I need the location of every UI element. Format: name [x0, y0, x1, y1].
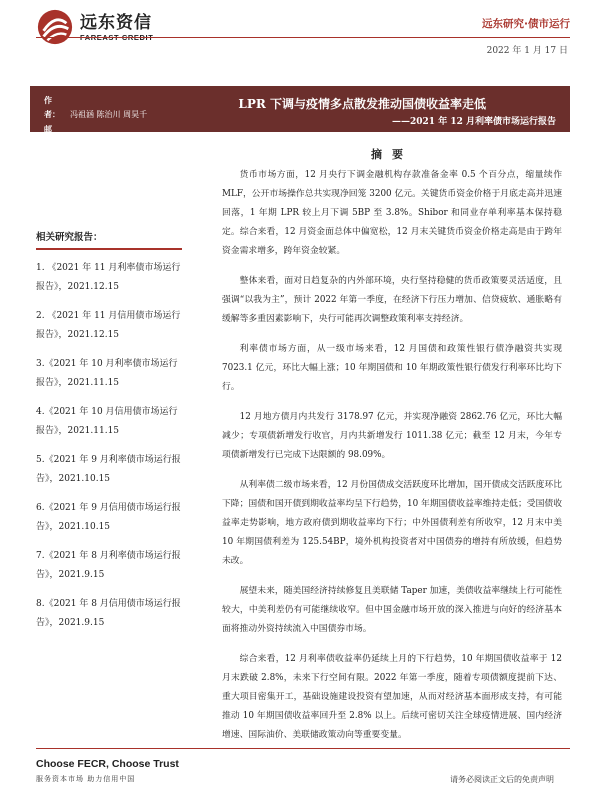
footer-slogan: Choose FECR, Choose Trust: [36, 758, 179, 770]
email-label: 邮 箱：: [44, 124, 60, 148]
abstract-title: 摘要: [371, 148, 413, 161]
abstract-paragraph: 展望未来，随美国经济持续修复且美联储 Taper 加速，美债收益率继续上行可能性较大，中美利差仍有可能继续收窄。但中国金融市场开放的深入推进与向好的经济基本面将推动外资持续流入中国债券市场。: [222, 586, 562, 634]
related-reports-heading: 相关研究报告：: [36, 229, 182, 250]
abstract-paragraph: 利率债市场方面，从一级市场来看，12 月国债和政策性银行债净融资共实现 7023.1 亿元，环比大幅上涨；10 年期国债和 10 年期政策性银行债发行利率环比均下行。: [222, 344, 562, 392]
logo-english-name: FAREAST CREDIT: [80, 32, 154, 42]
abstract-paragraph: 从利率债二级市场来看，12 月份国债成交活跃度环比增加，国开债成交活跃度环比下降；国债和国开债到期收益率均呈下行趋势，10 年期国债收益率维持走低；受国债收益率走势影响，地方政府债到期收益率均下行；中外国债利差有所收窄，12 月末中美 10 年期国债利差为 125.54BP，境外机构投资者对中国债券的增持有所放缓，但趋势未改。: [222, 480, 562, 566]
related-report-item[interactable]: 3.《2021 年 10 月利率债市场运行报告》，2021.11.15: [36, 359, 178, 388]
authors: 冯祖涵 陈治川 周昊千: [70, 110, 148, 119]
related-report-item[interactable]: 7.《2021 年 8 月利率债市场运行报告》，2021.9.15: [36, 551, 181, 580]
abstract-paragraph: 综合来看，12 月利率债收益率仍延续上月的下行趋势，10 年期国债收益率于 12 月末跌破 2.8%，未来下行空间有限。2022 年第一季度，随着专项债额度提前下达、重大项目密集开工，基础设施建设投资有望加速，从而对经济基本面形成支持，有可能推动 10 年期国债收益率回升至 2.8% 以上。后续可密切关注全球疫情进展、国内经济增速、国际油价、美联储政策动向等重要变量。: [222, 654, 562, 740]
abstract-section: [222, 146, 562, 756]
footer-slogan-chinese: 服务资本市场 助力信用中国: [36, 775, 136, 783]
related-report-item[interactable]: 2. 《2021 年 11 月信用债市场运行报告》，2021.12.15: [36, 311, 181, 340]
fareast-logo-icon: [36, 8, 74, 46]
abstract-paragraph: 整体来看，面对日趋复杂的内外部环境，央行坚持稳健的货币政策要灵活适度，且强调“以我为主”，预计 2022 年第一季度，在经济下行压力增加、信贷疲软、通胀略有缓解等多重因素影响下，央行可能再次调整政策利率支持经济。: [222, 276, 562, 324]
related-report-item[interactable]: 5.《2021 年 9 月利率债市场运行报告》，2021.10.15: [36, 455, 181, 484]
title-banner: [30, 86, 570, 148]
company-logo: [36, 8, 153, 46]
related-report-item[interactable]: 6.《2021 年 9 月信用债市场运行报告》，2021.10.15: [36, 503, 181, 532]
abstract-paragraph: 12 月地方债月内共发行 3178.97 亿元，并实现净融资 2862.76 亿元，环比大幅减少；专项债新增发行收官，月内共新增发行 1011.38 亿元；截至 12 月末，今年专项债新增发行已完成下达限额的 98.09%。: [222, 412, 562, 460]
logo-chinese-name: 远东资信: [80, 12, 152, 33]
authors-label: 作 者：: [44, 95, 60, 119]
report-title: LPR 下调与疫情多点散发推动国债收益率走低: [238, 97, 486, 111]
author-block: [44, 93, 160, 151]
footer-divider: [36, 748, 570, 749]
related-report-item[interactable]: 8.《2021 年 8 月信用债市场运行报告》，2021.9.15: [36, 599, 181, 628]
disclaimer-note: 请务必阅读正文后的免责声明: [450, 775, 554, 784]
related-report-item[interactable]: 4.《2021 年 10 月信用债市场运行报告》，2021.11.15: [36, 407, 178, 436]
header-divider: [36, 37, 570, 38]
related-reports-list: [36, 259, 182, 633]
report-subtitle: ——2021 年 12 月利率债市场运行报告: [392, 117, 556, 127]
related-reports-sidebar: [36, 229, 182, 643]
email-link[interactable]: research@fecr.com.cn: [70, 139, 161, 148]
report-date: 2022 年 1 月 17 日: [486, 46, 568, 56]
related-report-item[interactable]: 1. 《2021 年 11 月利率债市场运行报告》，2021.12.15: [36, 263, 181, 292]
abstract-paragraph: 货币市场方面，12 月央行下调金融机构存款准备金率 0.5 个百分点，缩量续作 MLF，公开市场操作总共实现净回笼 3200 亿元。关键货币资金价格于月底走高并迅速回落，1 年期 LPR 较上月下调 5BP 至 3.8%。Shibor 和同业存单利率基本保持稳定。综合来看，12 月资金面总体中偏宽松，12 月末关键货币资金价格走高是由于跨年资金需求增多，跨年资金较紧。: [222, 170, 562, 256]
report-category: 远东研究·债市运行: [482, 18, 570, 30]
